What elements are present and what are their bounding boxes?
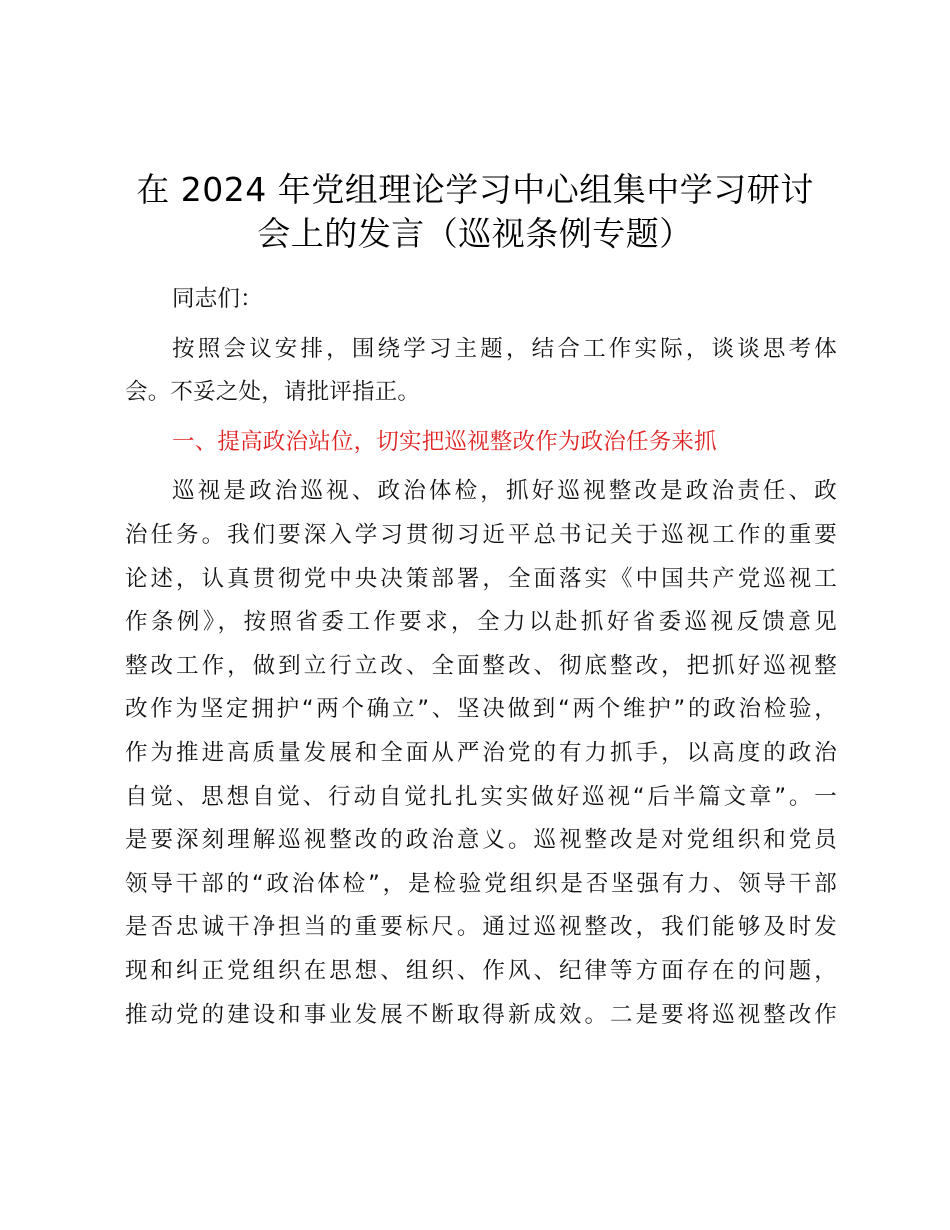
intro-line-1: 按照会议安排，围绕学习主题，结合工作实际，谈谈思考体	[172, 335, 837, 362]
salutation-text: 同志们：	[172, 286, 263, 312]
body-line-4: 作条例》，按照省委工作要求，全力以赴抓好省委巡视反馈意见	[125, 609, 837, 636]
title-line-1: 在 2024 年党组理论学习中心组集中学习研讨	[136, 170, 814, 209]
body-line-6: 改作为坚定拥护“两个确立”、坚决做到“两个维护”的政治检验，	[125, 696, 837, 723]
body-line-13: 推动党的建设和事业发展不断取得新成效。二是要将巡视整改作	[125, 1001, 837, 1028]
body-line-8: 自觉、思想自觉、行动自觉扎扎实实做好巡视“后半篇文章”。一	[125, 783, 837, 810]
intro-line-2: 会。不妥之处，请批评指正。	[125, 379, 421, 406]
body-line-3: 论述，认真贯彻党中央决策部署，全面落实《中国共产党巡视工	[125, 565, 837, 592]
body-line-5: 整改工作，做到立行立改、全面整改、彻底整改，把抓好巡视整	[125, 652, 837, 679]
body-line-1: 巡视是政治巡视、政治体检，抓好巡视整改是政治责任、政	[172, 478, 837, 505]
body-line-11: 是否忠诚干净担当的重要标尺。通过巡视整改，我们能够及时发	[125, 914, 837, 941]
body-line-10: 领导干部的“政治体检”，是检验党组织是否坚强有力、领导干部	[125, 870, 837, 897]
body-line-12: 现和纠正党组织在思想、组织、作风、纪律等方面存在的问题，	[125, 957, 837, 984]
document-body	[125, 278, 837, 1037]
section-heading	[125, 421, 837, 465]
title-line-2: 会上的发言（巡视条例专题）	[257, 214, 693, 253]
body-line-7: 作为推进高质量发展和全面从严治党的有力抓手，以高度的政治	[125, 739, 837, 766]
intro-paragraph	[125, 328, 837, 415]
section-paragraph	[125, 470, 837, 1037]
document-title	[120, 168, 830, 256]
body-line-2: 治任务。我们要深入学习贯彻习近平总书记关于巡视工作的重要	[125, 521, 837, 548]
section-heading-text: 一、提高政治站位，切实把巡视整改作为政治任务来抓	[172, 428, 717, 455]
body-line-9: 是要深刻理解巡视整改的政治意义。巡视整改是对党组织和党员	[125, 827, 837, 854]
salutation	[125, 278, 837, 322]
